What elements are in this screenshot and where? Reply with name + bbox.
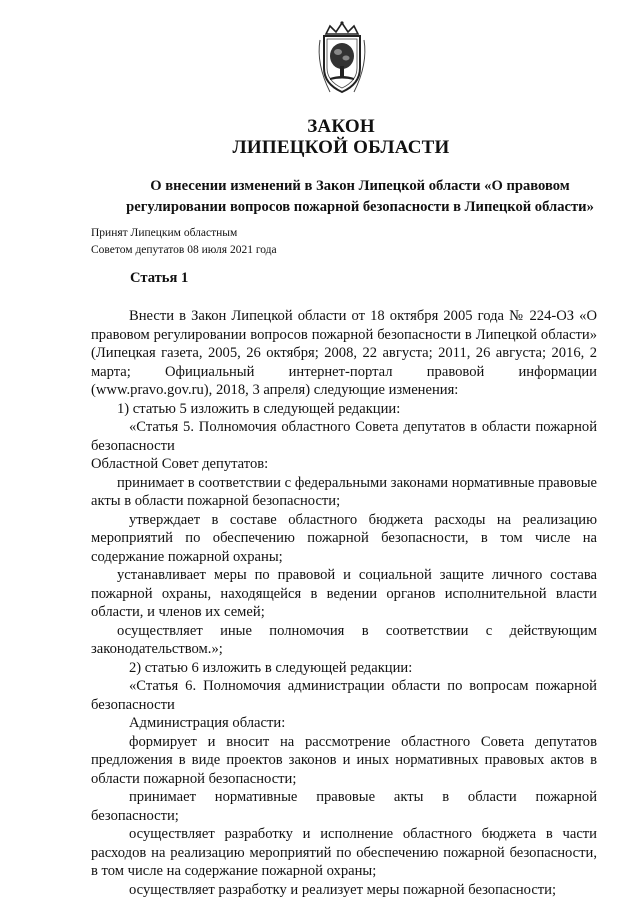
body-paragraph: осуществляет разработку и реализует меры пожарной безопасности; — [129, 881, 557, 898]
coat-of-arms-emblem — [312, 20, 372, 100]
adoption-line2: Советом депутатов 08 июля 2021 года — [91, 244, 277, 256]
article-body — [91, 307, 597, 899]
body-paragraph: «Статья 5. Полномочия областного Совета депутатов в области пожарной безопасности — [91, 419, 597, 454]
adoption-line1: Принят Липецким областным — [91, 227, 238, 239]
document-title-line1: ЗАКОН — [307, 116, 375, 137]
body-paragraph: осуществляет иные полномочия в соответствии с действующим законодательством.»; — [91, 622, 597, 657]
body-paragraph: Областной Совет депутатов: — [91, 456, 269, 472]
adoption-note — [91, 225, 277, 259]
document-subtitle: О внесении изменений в Закон Липецкой области «О правовом регулировании вопросов пожарной безопасности в Липецкой области» — [126, 178, 594, 215]
body-paragraph: Внести в Закон Липецкой области от 18 октября 2005 года № 224-ОЗ «О правовом регулировании вопросов пожарной безопасности в Липецкой области» (Липецкая газета, 2005, 26 октября; 2008, 22 августа; 2011, 26 августа; 2016, 2 марта; Официальный интернет-портал правовой информации (www.pravo.gov.ru), 2018, 3 апреля) следующие изменения: — [91, 308, 597, 398]
body-paragraph: осуществляет разработку и исполнение областного бюджета в части расходов на реализацию мероприятий по обеспечению пожарной безопасности, в том числе на содержание пожарной охраны; — [91, 826, 597, 879]
article-heading: Статья 1 — [130, 270, 189, 286]
body-paragraph: принимает нормативные правовые акты в области пожарной безопасности; — [91, 789, 597, 824]
body-paragraph: формирует и вносит на рассмотрение областного Совета депутатов предложения в виде проектов законов и иных нормативных правовых актов в области пожарной безопасности; — [91, 733, 597, 787]
body-paragraph: «Статья 6. Полномочия администрации области по вопросам пожарной безопасности — [91, 678, 597, 713]
body-paragraph: Администрация области: — [129, 715, 286, 731]
body-paragraph: устанавливает меры по правовой и социальной защите личного состава пожарной охраны, находящейся в ведении органов исполнительной власти области, и членов их семей; — [91, 567, 597, 620]
body-paragraph: 2) статью 6 изложить в следующей редакции: — [129, 659, 413, 676]
document-title-line2: ЛИПЕЦКОЙ ОБЛАСТИ — [232, 137, 450, 158]
body-paragraph: принимает в соответствии с федеральными законами нормативные правовые акты в области пожарной безопасности; — [91, 474, 597, 509]
body-paragraph: утверждает в составе областного бюджета расходы на реализацию мероприятий по обеспечению пожарной безопасности, в том числе на содержание пожарной охраны; — [91, 511, 597, 565]
body-paragraph: 1) статью 5 изложить в следующей редакции: — [117, 400, 401, 417]
